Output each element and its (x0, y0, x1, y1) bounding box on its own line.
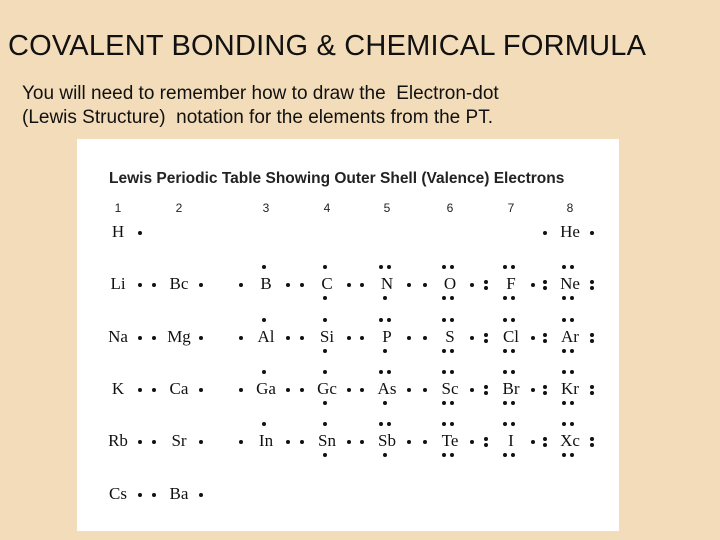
valence-electron-dot (152, 493, 156, 497)
valence-electron-dot (199, 336, 203, 340)
valence-electron-dot (543, 443, 547, 447)
group-number-2: 2 (175, 201, 183, 215)
valence-electron-dot (450, 296, 454, 300)
valence-electron-dot (286, 440, 290, 444)
element-symbol: H (111, 222, 125, 241)
valence-electron-dot (300, 440, 304, 444)
element-symbol: Al (257, 327, 275, 346)
slide-body-text (22, 82, 499, 130)
element-symbol: Sc (441, 379, 459, 398)
element-p (352, 319, 422, 355)
element-symbol: P (382, 327, 392, 346)
valence-electron-dot (543, 280, 547, 284)
element-he (535, 214, 605, 250)
valence-electron-dot (543, 286, 547, 290)
valence-electron-dot (383, 349, 387, 353)
valence-electron-dot (300, 283, 304, 287)
valence-electron-dot (503, 453, 507, 457)
valence-electron-dot (360, 440, 364, 444)
valence-electron-dot (511, 318, 515, 322)
group-number-1: 1 (114, 201, 122, 215)
element-ga (231, 371, 301, 407)
element-in (231, 423, 301, 459)
valence-electron-dot (379, 265, 383, 269)
element-mg (144, 319, 214, 355)
element-symbol: He (560, 222, 580, 241)
valence-electron-dot (503, 370, 507, 374)
valence-electron-dot (470, 283, 474, 287)
valence-electron-dot (262, 265, 266, 269)
valence-electron-dot (379, 422, 383, 426)
valence-electron-dot (423, 336, 427, 340)
valence-electron-dot (239, 336, 243, 340)
group-number-6: 6 (446, 201, 454, 215)
valence-electron-dot (562, 318, 566, 322)
element-symbol: Mg (167, 327, 191, 346)
element-symbol: Ne (560, 274, 580, 293)
element-symbol: Ca (169, 379, 189, 398)
element-symbol: Kr (561, 379, 579, 398)
valence-electron-dot (323, 453, 327, 457)
valence-electron-dot (590, 385, 594, 389)
valence-electron-dot (286, 388, 290, 392)
element-ba (144, 476, 214, 512)
valence-electron-dot (442, 401, 446, 405)
valence-electron-dot (503, 318, 507, 322)
valence-electron-dot (562, 296, 566, 300)
valence-electron-dot (442, 318, 446, 322)
valence-electron-dot (484, 385, 488, 389)
valence-electron-dot (360, 388, 364, 392)
valence-electron-dot (590, 280, 594, 284)
group-number-5: 5 (383, 201, 391, 215)
valence-electron-dot (470, 336, 474, 340)
valence-electron-dot (360, 283, 364, 287)
valence-electron-dot (511, 422, 515, 426)
valence-electron-dot (138, 388, 142, 392)
valence-electron-dot (590, 231, 594, 235)
valence-electron-dot (323, 370, 327, 374)
element-symbol: K (111, 379, 125, 398)
element-symbol: Bc (169, 274, 189, 293)
valence-electron-dot (503, 349, 507, 353)
valence-electron-dot (570, 265, 574, 269)
valence-electron-dot (470, 440, 474, 444)
valence-electron-dot (543, 339, 547, 343)
valence-electron-dot (484, 286, 488, 290)
valence-electron-dot (562, 265, 566, 269)
element-symbol: Ga (256, 379, 276, 398)
element-h (83, 214, 153, 250)
valence-electron-dot (286, 283, 290, 287)
element-symbol: S (445, 327, 455, 346)
element-bc (144, 266, 214, 302)
valence-electron-dot (543, 391, 547, 395)
element-symbol: Sb (378, 431, 396, 450)
valence-electron-dot (484, 391, 488, 395)
element-symbol: Cs (109, 484, 127, 503)
group-number-3: 3 (262, 201, 270, 215)
valence-electron-dot (450, 401, 454, 405)
valence-electron-dot (543, 333, 547, 337)
valence-electron-dot (138, 336, 142, 340)
valence-electron-dot (323, 401, 327, 405)
valence-electron-dot (570, 349, 574, 353)
valence-electron-dot (442, 370, 446, 374)
valence-electron-dot (484, 443, 488, 447)
group-number-4: 4 (323, 201, 331, 215)
valence-electron-dot (138, 440, 142, 444)
element-symbol: Rb (108, 431, 128, 450)
valence-electron-dot (347, 388, 351, 392)
valence-electron-dot (379, 370, 383, 374)
valence-electron-dot (562, 349, 566, 353)
valence-electron-dot (347, 336, 351, 340)
valence-electron-dot (387, 318, 391, 322)
valence-electron-dot (511, 349, 515, 353)
valence-electron-dot (387, 265, 391, 269)
element-ar (535, 319, 605, 355)
element-al (231, 319, 301, 355)
valence-electron-dot (450, 349, 454, 353)
element-symbol: Br (502, 379, 520, 398)
valence-electron-dot (323, 422, 327, 426)
element-na (83, 319, 153, 355)
element-symbol: Na (108, 327, 128, 346)
element-o (415, 266, 485, 302)
element-symbol: O (443, 274, 457, 293)
element-s (415, 319, 485, 355)
valence-electron-dot (470, 388, 474, 392)
valence-electron-dot (503, 401, 507, 405)
valence-electron-dot (503, 422, 507, 426)
element-symbol: C (321, 274, 333, 293)
valence-electron-dot (511, 296, 515, 300)
valence-electron-dot (152, 388, 156, 392)
valence-electron-dot (450, 265, 454, 269)
element-symbol: Te (441, 431, 459, 450)
valence-electron-dot (442, 296, 446, 300)
valence-electron-dot (323, 349, 327, 353)
element-symbol: Ar (561, 327, 579, 346)
valence-electron-dot (262, 318, 266, 322)
valence-electron-dot (570, 370, 574, 374)
valence-electron-dot (570, 401, 574, 405)
valence-electron-dot (199, 283, 203, 287)
valence-electron-dot (323, 265, 327, 269)
valence-electron-dot (442, 453, 446, 457)
valence-electron-dot (570, 422, 574, 426)
valence-electron-dot (360, 336, 364, 340)
valence-electron-dot (347, 440, 351, 444)
element-kr (535, 371, 605, 407)
valence-electron-dot (484, 333, 488, 337)
valence-electron-dot (543, 231, 547, 235)
valence-electron-dot (442, 265, 446, 269)
valence-electron-dot (590, 339, 594, 343)
valence-electron-dot (407, 336, 411, 340)
element-symbol: Gc (317, 379, 337, 398)
element-symbol: Sn (318, 431, 336, 450)
valence-electron-dot (484, 437, 488, 441)
valence-electron-dot (450, 422, 454, 426)
group-number-8: 8 (566, 201, 574, 215)
valence-electron-dot (387, 422, 391, 426)
lewis-table-title: Lewis Periodic Table Showing Outer Shell (Valence) Electrons (109, 170, 565, 187)
element-xc (535, 423, 605, 459)
valence-electron-dot (511, 265, 515, 269)
valence-electron-dot (562, 370, 566, 374)
lewis-periodic-table-image (77, 139, 619, 531)
body-line-2: (Lewis Structure) notation for the elements from the PT. (22, 107, 493, 128)
valence-electron-dot (484, 339, 488, 343)
valence-electron-dot (503, 296, 507, 300)
valence-electron-dot (407, 388, 411, 392)
valence-electron-dot (570, 453, 574, 457)
valence-electron-dot (387, 370, 391, 374)
element-symbol: Sr (171, 431, 187, 450)
valence-electron-dot (379, 318, 383, 322)
valence-electron-dot (383, 296, 387, 300)
valence-electron-dot (503, 265, 507, 269)
group-number-7: 7 (507, 201, 515, 215)
valence-electron-dot (152, 336, 156, 340)
body-line-1: You will need to remember how to draw the Electron-dot (22, 83, 499, 104)
valence-electron-dot (347, 283, 351, 287)
valence-electron-dot (511, 453, 515, 457)
valence-electron-dot (562, 422, 566, 426)
valence-electron-dot (590, 443, 594, 447)
valence-electron-dot (442, 422, 446, 426)
valence-electron-dot (199, 440, 203, 444)
element-rb (83, 423, 153, 459)
valence-electron-dot (262, 370, 266, 374)
valence-electron-dot (511, 370, 515, 374)
slide-title: COVALENT BONDING & CHEMICAL FORMULA (8, 30, 647, 62)
valence-electron-dot (562, 453, 566, 457)
element-symbol: As (377, 379, 397, 398)
element-n (352, 266, 422, 302)
valence-electron-dot (138, 283, 142, 287)
element-symbol: I (508, 431, 514, 450)
valence-electron-dot (407, 283, 411, 287)
valence-electron-dot (543, 385, 547, 389)
valence-electron-dot (570, 318, 574, 322)
element-cs (83, 476, 153, 512)
valence-electron-dot (300, 336, 304, 340)
valence-electron-dot (239, 440, 243, 444)
valence-electron-dot (407, 440, 411, 444)
element-sc (415, 371, 485, 407)
valence-electron-dot (543, 437, 547, 441)
valence-electron-dot (423, 283, 427, 287)
element-ca (144, 371, 214, 407)
valence-electron-dot (423, 440, 427, 444)
valence-electron-dot (239, 388, 243, 392)
valence-electron-dot (590, 391, 594, 395)
valence-electron-dot (152, 440, 156, 444)
valence-electron-dot (570, 296, 574, 300)
element-symbol: Xc (560, 431, 580, 450)
valence-electron-dot (323, 318, 327, 322)
element-k (83, 371, 153, 407)
valence-electron-dot (138, 231, 142, 235)
element-symbol: F (506, 274, 516, 293)
valence-electron-dot (450, 453, 454, 457)
valence-electron-dot (199, 388, 203, 392)
element-b (231, 266, 301, 302)
element-symbol: Si (319, 327, 335, 346)
element-symbol: B (260, 274, 272, 293)
valence-electron-dot (152, 283, 156, 287)
element-symbol: Ba (169, 484, 189, 503)
valence-electron-dot (383, 453, 387, 457)
element-ne (535, 266, 605, 302)
valence-electron-dot (286, 336, 290, 340)
valence-electron-dot (138, 493, 142, 497)
element-symbol: In (258, 431, 274, 450)
valence-electron-dot (484, 280, 488, 284)
valence-electron-dot (590, 286, 594, 290)
valence-electron-dot (199, 493, 203, 497)
valence-electron-dot (300, 388, 304, 392)
element-te (415, 423, 485, 459)
valence-electron-dot (323, 296, 327, 300)
element-as (352, 371, 422, 407)
element-sr (144, 423, 214, 459)
valence-electron-dot (450, 370, 454, 374)
valence-electron-dot (239, 283, 243, 287)
valence-electron-dot (590, 333, 594, 337)
valence-electron-dot (423, 388, 427, 392)
element-symbol: Cl (502, 327, 520, 346)
element-symbol: N (380, 274, 394, 293)
valence-electron-dot (450, 318, 454, 322)
element-symbol: Li (110, 274, 126, 293)
valence-electron-dot (383, 401, 387, 405)
valence-electron-dot (562, 401, 566, 405)
valence-electron-dot (262, 422, 266, 426)
element-sb (352, 423, 422, 459)
valence-electron-dot (442, 349, 446, 353)
valence-electron-dot (511, 401, 515, 405)
valence-electron-dot (590, 437, 594, 441)
element-li (83, 266, 153, 302)
